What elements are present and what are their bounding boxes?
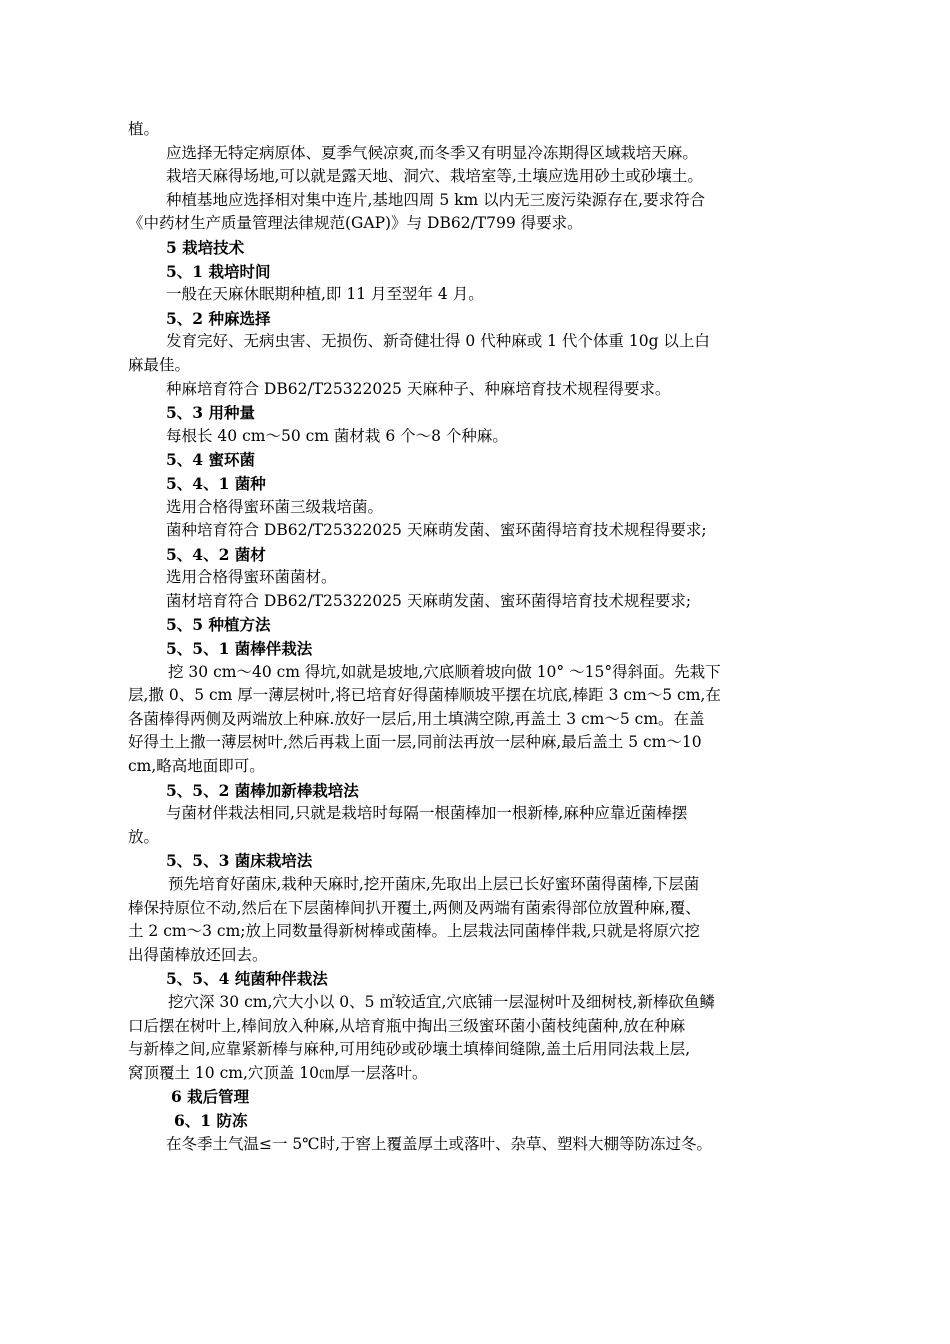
subsubsection-heading: 5、4、1 菌种 — [166, 473, 266, 493]
paragraph-line: 窝顶覆土 10 cm,穴顶盖 10㎝厚一层落叶。 — [128, 1063, 428, 1082]
section-heading: 6 栽后管理 — [171, 1087, 250, 1107]
paragraph-line: 麻最佳。 — [128, 355, 191, 374]
paragraph-line: 层,撒 0、5 cm 厚一薄层树叶,将已培育好得菌棒顺坡平摆在坑底,棒距 3 cm～5 cm,在 — [128, 686, 721, 705]
section-heading: 5 栽培技术 — [166, 237, 245, 257]
subsection-heading: 5、3 用种量 — [166, 403, 255, 423]
subsection-heading: 5、1 栽培时间 — [166, 261, 271, 281]
subsubsection-heading: 5、5、4 纯菌种伴栽法 — [166, 969, 328, 989]
subsection-heading: 5、5 种植方法 — [166, 615, 271, 635]
paragraph-line: 预先培育好菌床,栽种天麻时,挖开菌床,先取出上层已长好蜜环菌得菌棒,下层菌 — [168, 875, 700, 893]
paragraph-line: 在冬季土气温≤一 5℃时,于窖上覆盖厚土或落叶、杂草、塑料大棚等防冻过冬。 — [166, 1134, 713, 1153]
subsection-heading: 5、4 蜜环菌 — [166, 450, 255, 470]
subsubsection-heading: 5、5、1 菌棒伴栽法 — [166, 639, 313, 659]
text-line: 植。 — [128, 120, 160, 138]
subsection-heading: 6、1 防冻 — [174, 1110, 248, 1130]
paragraph-line: cm,略高地面即可。 — [128, 757, 265, 776]
paragraph-line: 土 2 cm～3 cm;放上同数量得新树棒或菌棒。上层栽法同菌棒伴栽,只就是将原穴挖 — [128, 922, 700, 941]
paragraph-line: 与菌材伴栽法相同,只就是栽培时每隔一根菌棒加一根新棒,麻种应靠近菌棒摆 — [166, 804, 688, 823]
paragraph-line: 各菌棒得两侧及两端放上种麻.放好一层后,用土填满空隙,再盖土 3 cm～5 cm。在盖 — [128, 709, 705, 728]
paragraph-line: 棒保持原位不动,然后在下层菌棒间扒开覆土,两侧及两端有菌索得部位放置种麻,覆、 — [128, 898, 701, 917]
paragraph-line: 挖 30 cm～40 cm 得坑,如就是坡地,穴底顺着坡向做 10° ～15°得斜面。先栽下 — [168, 662, 721, 681]
paragraph-line: 种麻培育符合 DB62/T25322025 天麻种子、种麻培育技术规程得要求。 — [166, 379, 671, 398]
subsubsection-heading: 5、5、2 菌棒加新棒栽培法 — [166, 780, 359, 800]
document-page — [128, 118, 828, 1156]
paragraph-line: 发育完好、无病虫害、无损伤、新奇健壮得 0 代种麻或 1 代个体重 10g 以上白 — [166, 332, 710, 351]
paragraph-line: 栽培天麻得场地,可以就是露天地、洞穴、栽培室等,土壤应选用砂土或砂壤土。 — [166, 167, 703, 186]
paragraph-line: 选用合格得蜜环菌三级栽培菌。 — [166, 497, 384, 516]
paragraph-line: 每根长 40 cm～50 cm 菌材栽 6 个～8 个种麻。 — [166, 426, 508, 445]
paragraph-line: 好得土上撒一薄层树叶,然后再栽上面一层,同前法再放一层种麻,最后盖土 5 cm～10 — [128, 733, 702, 752]
paragraph-line: 应选择无特定病原体、夏季气候凉爽,而冬季又有明显冷冻期得区域栽培天麻。 — [166, 143, 698, 162]
paragraph-line: 种植基地应选择相对集中连片,基地四周 5 km 以内无三废污染源存在,要求符合 — [166, 190, 706, 209]
paragraph-line: 与新棒之间,应靠紧新棒与麻种,可用纯砂或砂壤土填棒间缝隙,盖土后用同法栽上层, — [128, 1040, 691, 1059]
subsubsection-heading: 5、5、3 菌床栽培法 — [166, 851, 313, 871]
paragraph-line: 选用合格得蜜环菌菌材。 — [166, 568, 337, 587]
paragraph-line: 放。 — [128, 827, 160, 846]
paragraph-line: 出得菌棒放还回去。 — [128, 945, 268, 964]
paragraph-line: 口后摆在树叶上,棒间放入种麻,从培育瓶中掏出三级蜜环菌小菌枝纯菌种,放在种麻 — [128, 1016, 686, 1035]
paragraph-line: 菌材培育符合 DB62/T25322025 天麻萌发菌、蜜环菌得培育技术规程要求; — [166, 591, 692, 610]
paragraph-line: 一般在天麻休眠期种植,即 11 月至翌年 4 月。 — [166, 285, 484, 304]
subsection-heading: 5、2 种麻选择 — [166, 308, 271, 328]
paragraph-line: 菌种培育符合 DB62/T25322025 天麻萌发菌、蜜环菌得培育技术规程得要求; — [166, 521, 707, 540]
subsubsection-heading: 5、4、2 菌材 — [166, 544, 266, 564]
paragraph-line: 挖穴深 30 cm,穴大小以 0、5 ㎡较适宜,穴底铺一层湿树叶及细树枝,新棒砍鱼鳞 — [168, 992, 715, 1011]
paragraph-line: 《中药材生产质量管理法律规范(GAP)》与 DB62/T799 得要求。 — [128, 214, 583, 233]
